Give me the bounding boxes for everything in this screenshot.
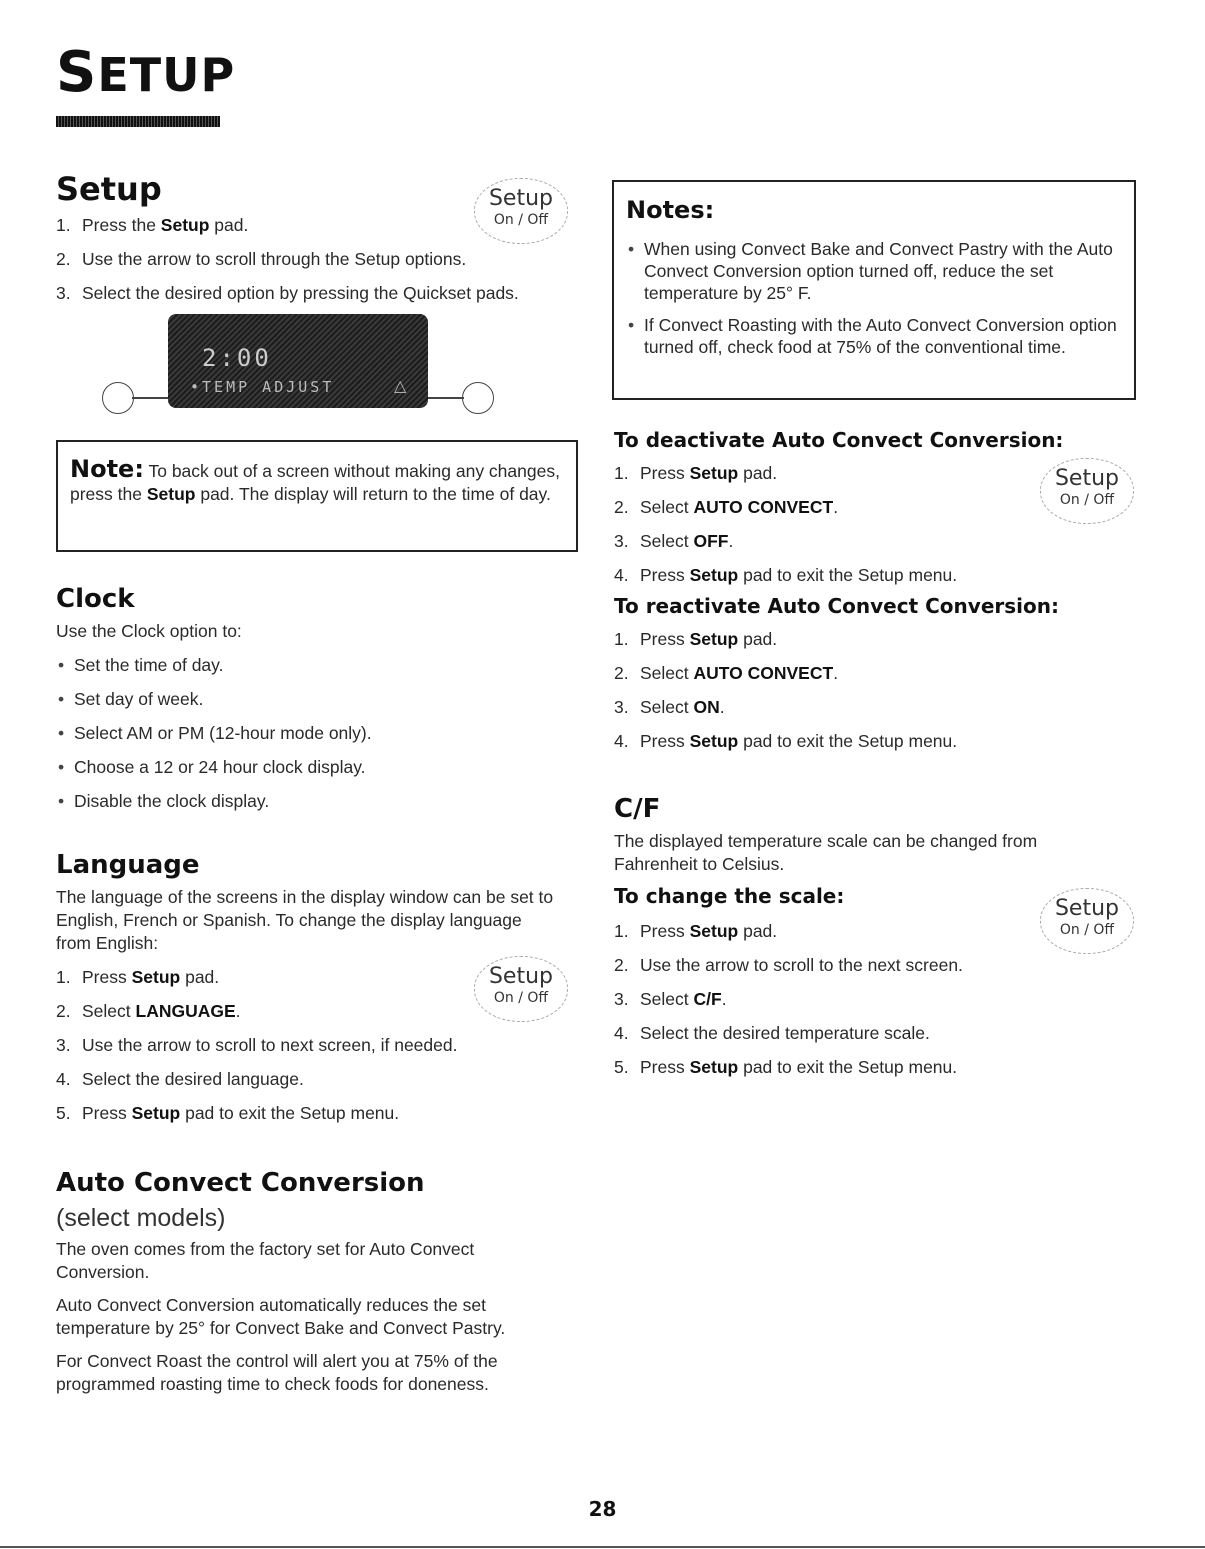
display-time: 2:00 (202, 344, 272, 372)
list-item: 4. Select the desired language. (56, 1069, 304, 1089)
notes-list (626, 238, 1124, 358)
auto-convect-heading: Auto Convect Conversion (56, 1168, 425, 1198)
setup-pad-icon: Setup On / Off (474, 178, 568, 244)
setup-heading: Setup (56, 170, 162, 208)
cf-steps (614, 920, 1034, 1078)
list-item: • Select AM or PM (12-hour mode only). (56, 722, 576, 744)
reactivate-heading: To reactivate Auto Convect Conversion: (614, 594, 1059, 618)
reactivate-steps (614, 628, 1134, 752)
list-item: 5. Press Setup pad to exit the Setup menu. (614, 1057, 958, 1077)
bottom-rule (0, 1546, 1205, 1548)
cf-intro: The displayed temperature scale can be changed from Fahrenheit to Celsius. (614, 831, 1038, 874)
list-item: 1. Press Setup pad. (614, 629, 778, 649)
list-item: • Set day of week. (56, 688, 576, 710)
list-item: • Set the time of day. (56, 654, 576, 676)
setup-pad-icon: Setup On / Off (1040, 458, 1134, 524)
paragraph: The oven comes from the factory set for Auto Convect Conversion. (56, 1239, 475, 1282)
list-item: • Disable the clock display. (56, 790, 576, 812)
page-number: 28 (588, 1497, 617, 1521)
setup-pad-icon: Setup On / Off (474, 956, 568, 1022)
paragraph: Auto Convect Conversion automatically reduces the set temperature by 25° for Convect Bake and Convect Pastry. (56, 1295, 506, 1338)
list-item: • When using Convect Bake and Convect Pastry with the Auto Convect Conversion option turned off, reduce the set temperature by 25° F. (626, 238, 1124, 304)
list-item: 2. Use the arrow to scroll through the Setup options. (56, 249, 467, 269)
list-item: • Choose a 12 or 24 hour clock display. (56, 756, 576, 778)
list-item: 1. Press Setup pad. (56, 967, 220, 987)
deactivate-steps (614, 462, 1034, 586)
display-arrow-icon: △ (394, 378, 407, 395)
paragraph: For Convect Roast the control will alert you at 75% of the programmed roasting time to check foods for doneness. (56, 1351, 498, 1394)
right-connector-line (428, 397, 464, 399)
list-item: 2. Select LANGUAGE. (56, 1001, 241, 1021)
cf-subheading: To change the scale: (614, 884, 845, 908)
note-box: Note: To back out of a screen without making any changes, press the Setup pad. The display will return to the time of day. (56, 440, 578, 552)
cf-heading: C/F (614, 794, 661, 824)
list-item: 3. Select C/F. (614, 989, 727, 1009)
deactivate-heading: To deactivate Auto Convect Conversion: (614, 428, 1064, 452)
list-item: 3. Use the arrow to scroll to next screen, if needed. (56, 1035, 458, 1055)
auto-convect-body (56, 1238, 556, 1396)
left-connector-line (132, 397, 170, 399)
list-item: 1. Press the Setup pad. (56, 215, 249, 235)
list-item: 4. Select the desired temperature scale. (614, 1023, 930, 1043)
notes-box (612, 180, 1136, 400)
list-item: 4. Press Setup pad to exit the Setup menu. (614, 731, 958, 751)
notes-heading: Notes: (626, 196, 715, 224)
setup-steps (56, 214, 576, 304)
oven-display-panel (168, 314, 428, 408)
left-knob-icon (102, 382, 134, 414)
language-intro: The language of the screens in the display window can be set to English, French or Spanish. To change the display language from English: (56, 887, 554, 953)
list-item: 4. Press Setup pad to exit the Setup menu. (614, 565, 958, 585)
list-item: 2. Select AUTO CONVECT. (614, 497, 839, 517)
display-mode-text: •TEMP ADJUST (190, 378, 335, 396)
title-underline-bar (56, 116, 220, 127)
list-item: 2. Select AUTO CONVECT. (614, 663, 839, 683)
setup-pad-icon: Setup On / Off (1040, 888, 1134, 954)
list-item: 5. Press Setup pad to exit the Setup menu. (56, 1103, 400, 1123)
auto-convect-subheading: (select models) (56, 1204, 226, 1232)
list-item: 3. Select OFF. (614, 531, 734, 551)
list-item: 3. Select the desired option by pressing the Quickset pads. (56, 283, 519, 303)
list-item: 2. Use the arrow to scroll to the next screen. (614, 955, 963, 975)
list-item: • If Convect Roasting with the Auto Convect Conversion option turned off, check food at 75% of the conventional time. (626, 314, 1124, 358)
clock-heading: Clock (56, 584, 135, 614)
right-knob-icon (462, 382, 494, 414)
language-steps (56, 966, 576, 1124)
list-item: 1. Press Setup pad. (614, 463, 778, 483)
clock-list (56, 654, 576, 812)
page-title: SETUP (56, 40, 236, 105)
list-item: 3. Select ON. (614, 697, 725, 717)
note-label: Note: (70, 455, 144, 483)
language-heading: Language (56, 850, 200, 880)
list-item: 1. Press Setup pad. (614, 921, 778, 941)
clock-intro: Use the Clock option to: (56, 621, 242, 641)
